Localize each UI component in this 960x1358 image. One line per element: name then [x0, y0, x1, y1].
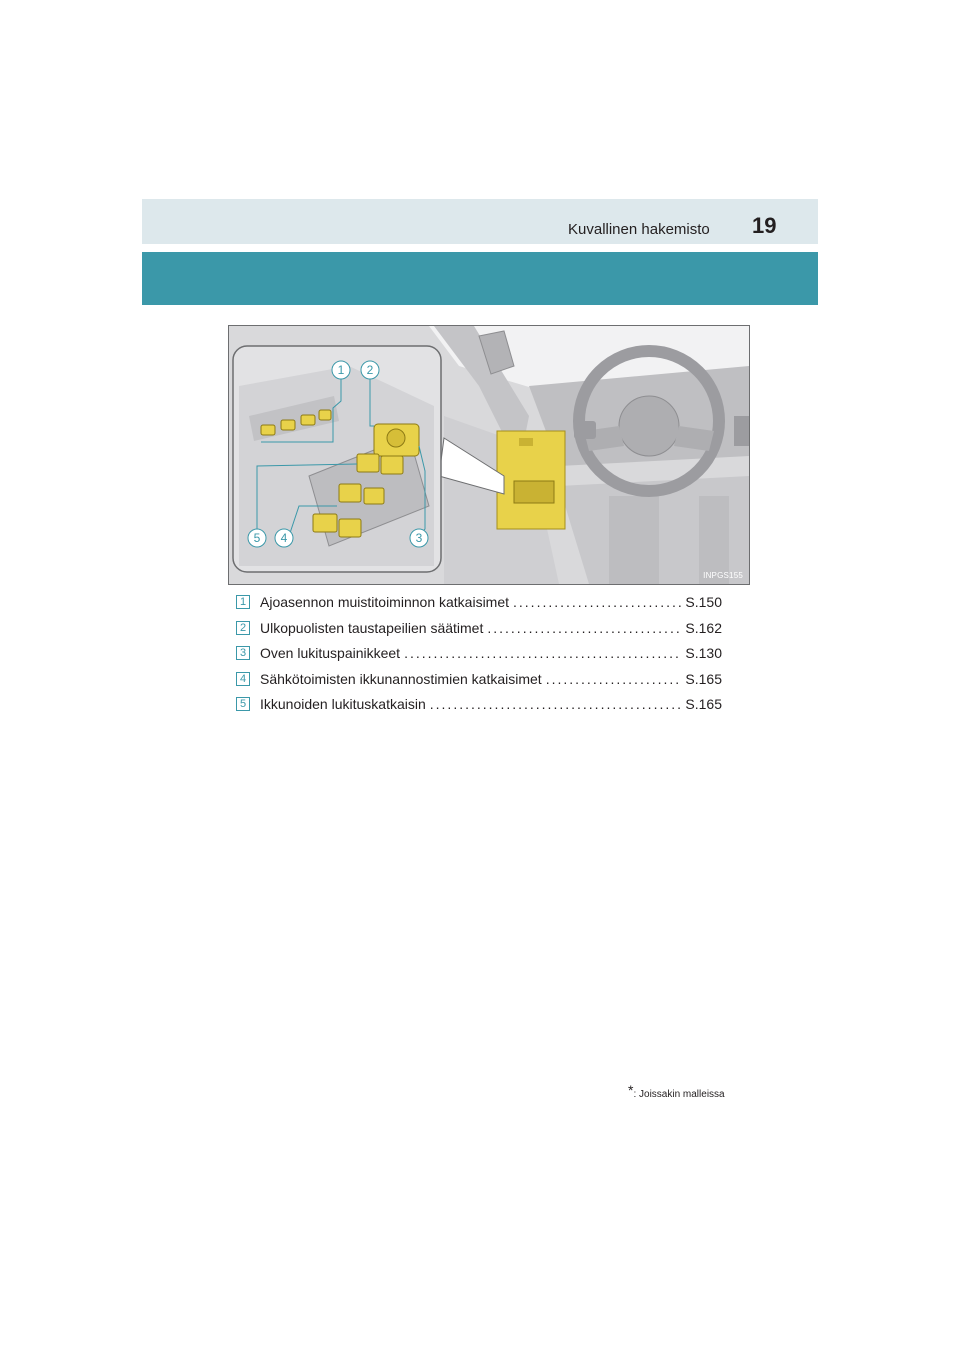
memory-button-2	[281, 420, 295, 430]
window-switch-2	[364, 488, 384, 504]
leader-dots	[430, 694, 682, 714]
legend-number: 1	[236, 595, 250, 609]
callout-label-2: 2	[366, 363, 374, 377]
legend-text: Sähkötoimisten ikkunannostimien katkaisimet	[260, 670, 542, 687]
mirror-knob	[387, 429, 405, 447]
callout-label-3: 3	[415, 531, 423, 545]
page-reference[interactable]: S.162	[685, 619, 722, 636]
memory-button-set	[319, 410, 331, 420]
legend-text: Ajoasennon muistitoiminnon katkaisimet	[260, 594, 510, 610]
leader-dots	[513, 592, 681, 612]
legend-item	[236, 643, 722, 669]
leader-dots	[487, 618, 681, 638]
legend-number: 3	[236, 646, 250, 660]
footnote	[628, 1082, 725, 1100]
legend-item	[236, 618, 722, 644]
legend-item	[236, 592, 722, 618]
switch-highlight-detail	[514, 481, 554, 503]
figure-code: INPGS155	[703, 571, 743, 580]
page-reference[interactable]: S.165	[685, 670, 722, 687]
footnote-text: : Joissakin malleissa	[633, 1089, 725, 1100]
legend-number: 5	[236, 697, 250, 711]
legend-list	[236, 592, 722, 720]
callout-label-4: 4	[280, 531, 288, 545]
left-vent	[574, 421, 596, 439]
legend-item	[236, 669, 722, 695]
page-reference[interactable]: S.165	[685, 696, 722, 712]
window-switch-4	[339, 519, 361, 537]
section-bar	[142, 252, 818, 305]
legend-text: Oven lukituspainikkeet	[260, 645, 401, 661]
leader-dots	[404, 643, 681, 663]
legend-text: Ikkunoiden lukituskatkaisin	[260, 696, 426, 712]
lock-button	[357, 454, 379, 472]
right-vent	[734, 416, 749, 446]
leader-dots	[546, 669, 682, 689]
steering-wheel-hub	[619, 396, 679, 456]
unlock-button	[381, 456, 403, 474]
illustration-svg	[229, 326, 749, 584]
callout-label-1: 1	[337, 363, 345, 377]
switch-highlight-memory	[519, 438, 533, 446]
legend-item	[236, 694, 722, 720]
section-title: Kuvallinen hakemisto	[568, 221, 710, 238]
legend-number: 2	[236, 621, 250, 635]
window-switch-1	[339, 484, 361, 502]
memory-button-1	[261, 425, 275, 435]
legend-text: Ulkopuolisten taustapeilien säätimet	[260, 619, 484, 636]
window-switch-3	[313, 514, 337, 532]
page-number: 19	[752, 213, 777, 238]
memory-button-3	[301, 415, 315, 425]
pedal-area	[609, 496, 659, 584]
legend-number: 4	[236, 672, 250, 686]
footnote-star: *	[628, 1082, 634, 1098]
door-switch-illustration	[228, 325, 750, 585]
callout-label-5: 5	[253, 531, 261, 545]
header-band	[142, 199, 818, 244]
page-reference[interactable]: S.150	[685, 594, 722, 610]
page-reference[interactable]: S.130	[685, 645, 722, 661]
